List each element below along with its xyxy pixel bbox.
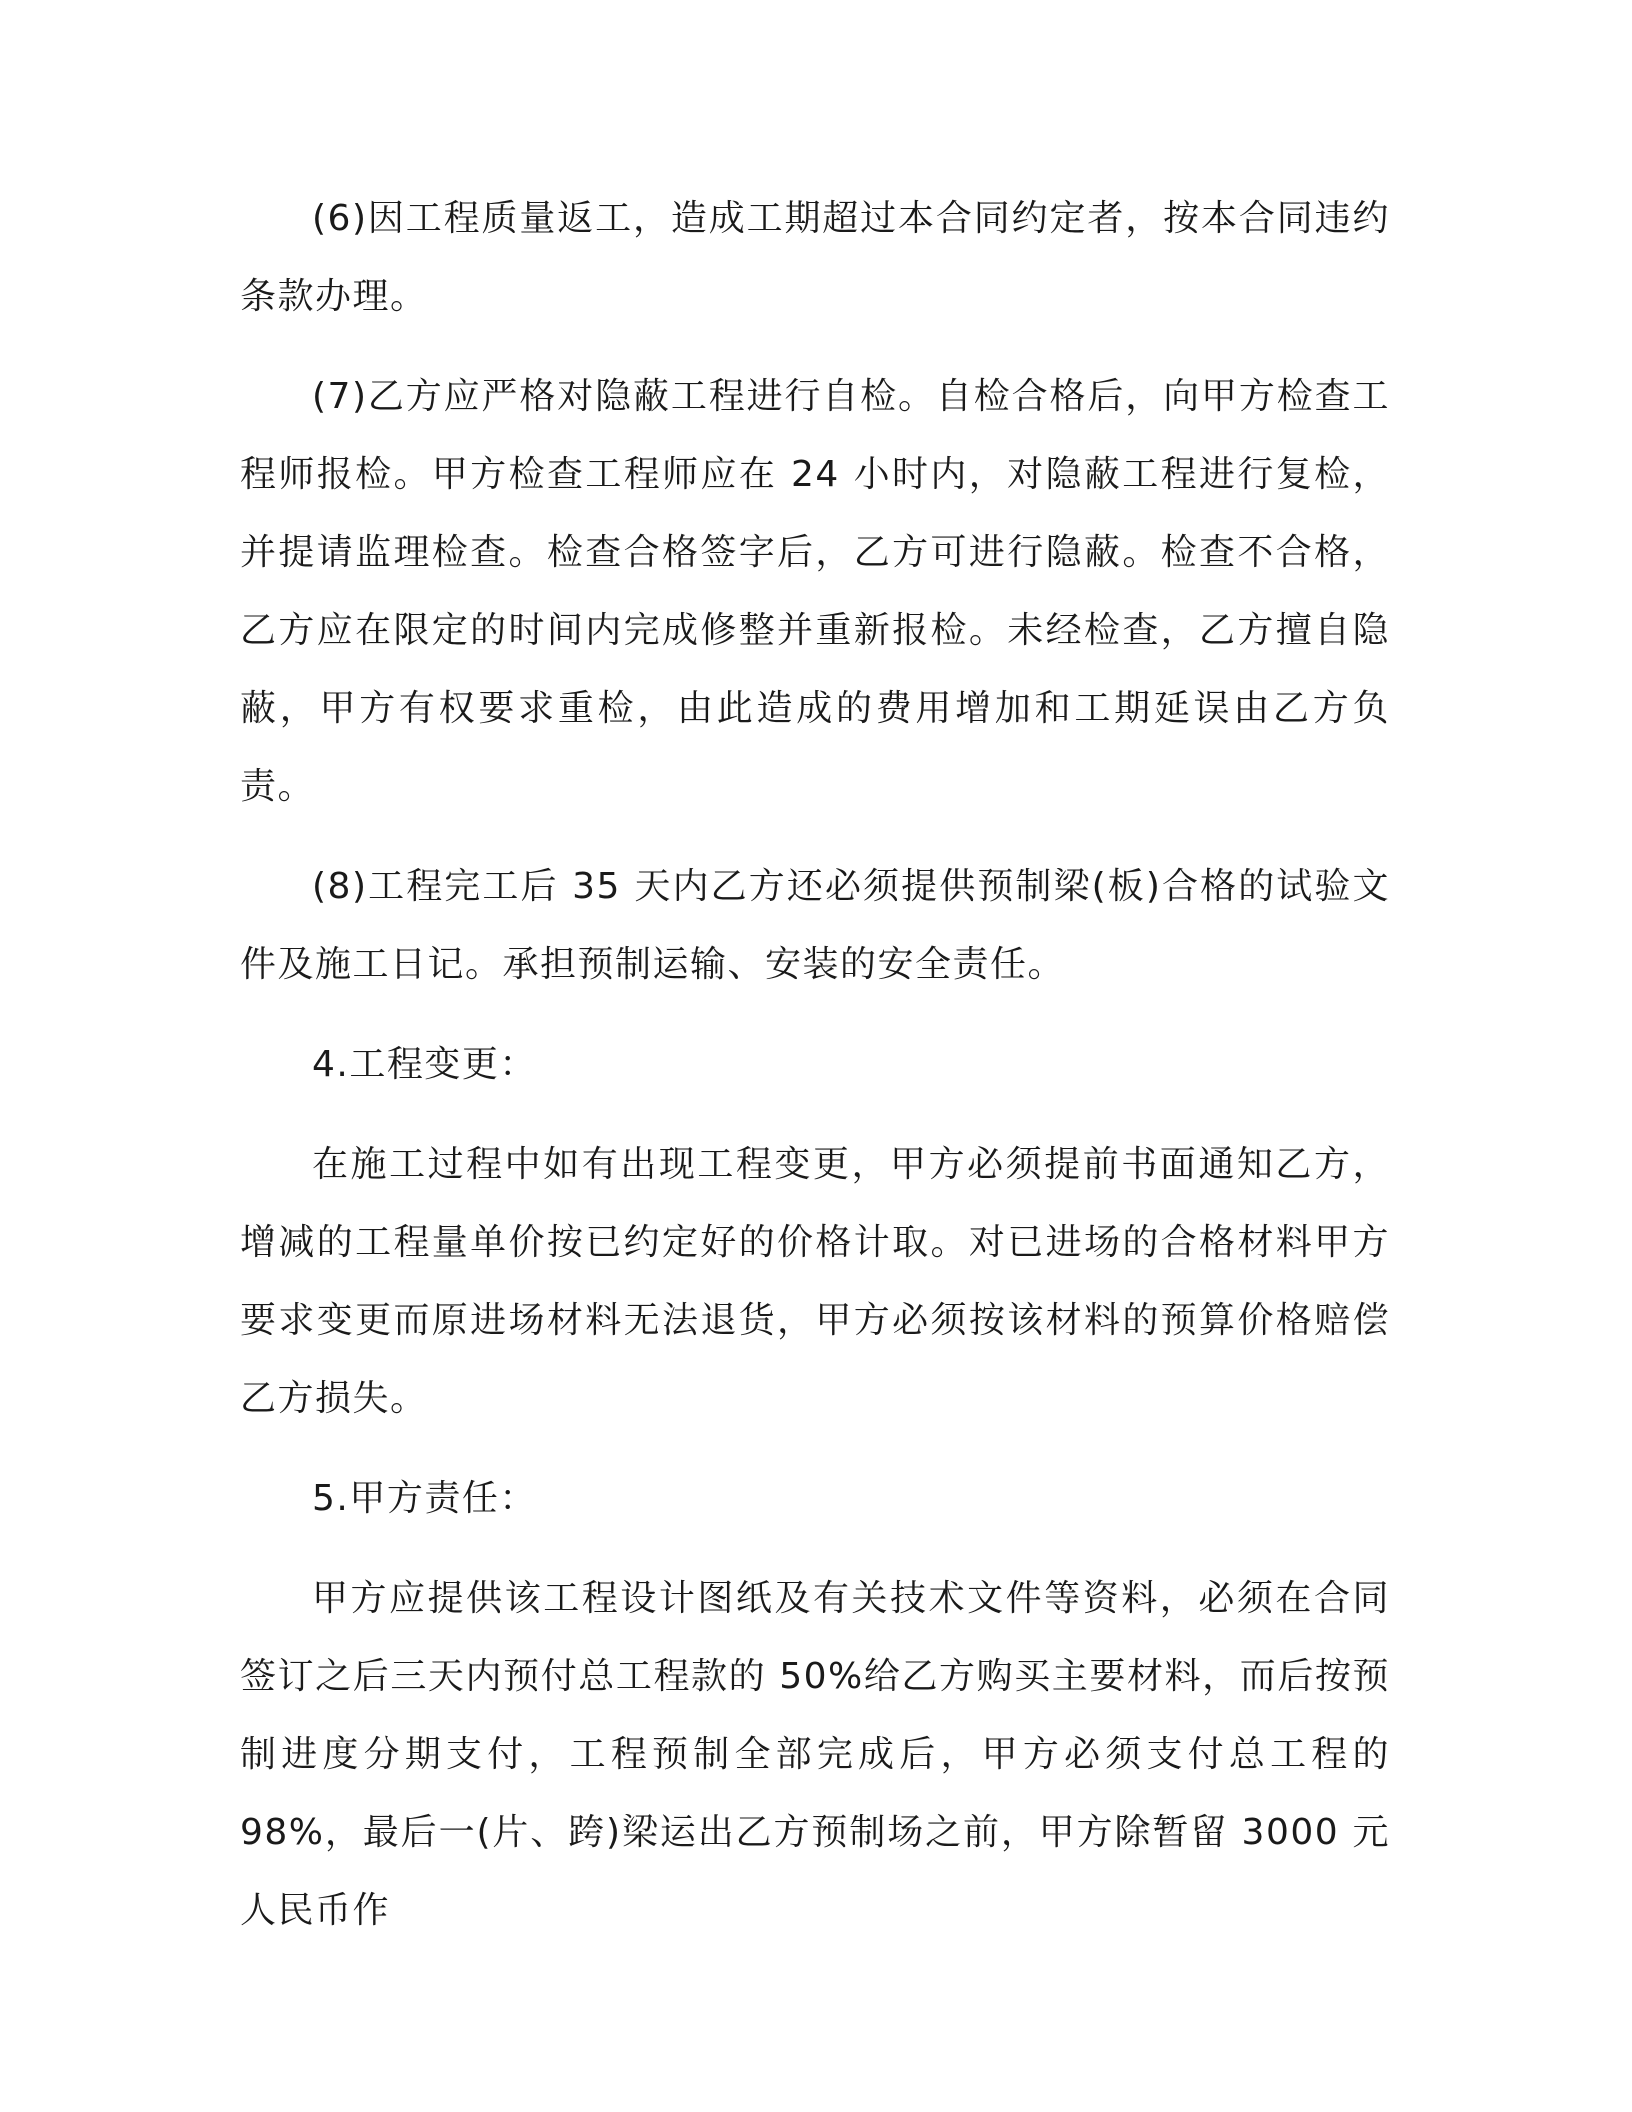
section-5-heading: 5.甲方责任： [312,1478,537,1519]
section-5-paragraph: 甲方应提供该工程设计图纸及有关技术文件等资料，必须在合同签订之后三天内预付总工程款的 50%给乙方购买主要材料，而后按预制进度分期支付，工程预制全部完成后，甲方必须支付总工程的 98%，最后一(片、跨)梁运出乙方预制场之前，甲方除暂留 3000 元人民币作 [240,1578,1390,1931]
clause-7-paragraph: (7)乙方应严格对隐蔽工程进行自检。自检合格后，向甲方检查工程师报检。甲方检查工程师应在 24 小时内，对隐蔽工程进行复检，并提请监理检查。检查合格签字后，乙方可进行隐蔽。检查不合格，乙方应在限定的时间内完成修整并重新报检。未经检查，乙方擅自隐蔽，甲方有权要求重检，由此造成的费用增加和工期延误由乙方负责。 [240,376,1390,807]
section-4-paragraph: 在施工过程中如有出现工程变更，甲方必须提前书面通知乙方，增减的工程量单价按已约定好的价格计取。对已进场的合格材料甲方要求变更而原进场材料无法退货，甲方必须按该材料的预算价格赔偿乙方损失。 [240,1144,1390,1419]
clause-8-paragraph: (8)工程完工后 35 天内乙方还必须提供预制梁(板)合格的试验文件及施工日记。承担预制运输、安装的安全责任。 [240,866,1390,985]
document-body [240,180,1390,1972]
clause-6-paragraph: (6)因工程质量返工，造成工期超过本合同约定者，按本合同违约条款办理。 [240,198,1390,317]
section-4-heading: 4.工程变更： [312,1044,537,1085]
